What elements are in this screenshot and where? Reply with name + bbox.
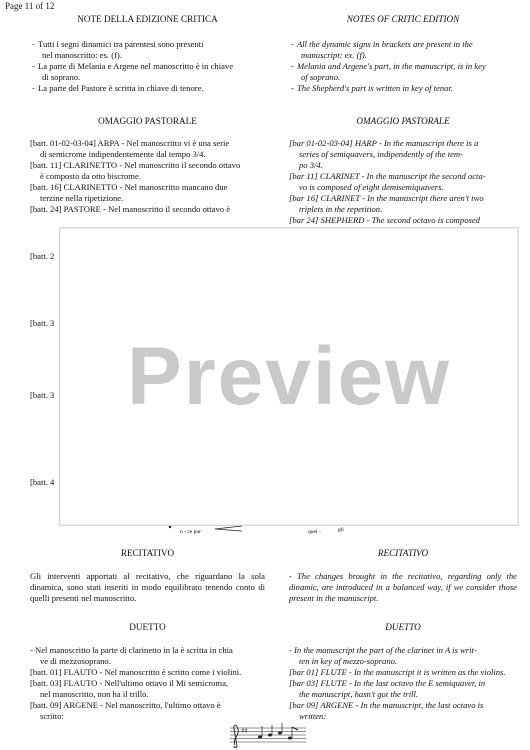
peek-fragment-left: [batt. 3 bbox=[30, 390, 55, 400]
note-item: - Tutti i segni dinamici tra parentesi sono presenti nel manoscritto: es. (f). bbox=[32, 39, 204, 60]
annotation-entry bbox=[289, 193, 517, 215]
note-line: All the dynamic signs in brackets are present in the bbox=[297, 39, 473, 49]
annotation-entry bbox=[30, 204, 265, 215]
duetto-section-it bbox=[30, 622, 265, 722]
entry-continuation: di semicrome indipendentemente dal tempo 3/4. bbox=[40, 149, 206, 159]
section-title: OMAGGIO PASTORALE bbox=[98, 116, 197, 126]
section-title: NOTE DELLA EDIZIONE CRITICA bbox=[77, 14, 218, 24]
note-line: La parte di Melania e Argene nel manoscritto è in chiave bbox=[38, 61, 234, 71]
entry-first-line: - In the manuscript the part of the clarinet in A is writ- bbox=[289, 645, 477, 655]
entry-continuation: po 3/4. bbox=[299, 160, 323, 170]
entry-continuation: ve di mezzosoprano. bbox=[40, 656, 111, 666]
note-line: of soprano. bbox=[301, 72, 341, 82]
note-line: manuscript: ex. (f). bbox=[301, 50, 367, 60]
entry-continuation: è composto da otto biscrome. bbox=[40, 171, 141, 181]
entry-continuation: scritto: bbox=[40, 711, 64, 721]
note-item: - The Shepherd's part is written in key of tenor. bbox=[291, 83, 453, 93]
section-title: RECITATIVO bbox=[377, 548, 429, 558]
entry-first-line: - Nel manoscritto la parte di clarinetto in la è scritta in chia bbox=[30, 645, 233, 655]
entry-first-line: [batt. 24] PASTORE - Nel manoscritto il secondo ottavo è bbox=[30, 204, 231, 214]
preview-watermark: Preview bbox=[127, 330, 451, 422]
annotation-entry bbox=[289, 645, 517, 667]
entry-first-line: [bar 24] SHEPHERD - The second octavo is composed bbox=[289, 215, 480, 225]
annotation-entry bbox=[289, 171, 517, 193]
hairpin-line bbox=[215, 529, 242, 531]
treble-clef-icon bbox=[234, 725, 239, 747]
entry-first-line: [batt. 09] ARGENE - Nel manoscritto, l'ultimo ottavo è bbox=[30, 700, 221, 710]
note-line: The Shepherd's part is written in key of tenor. bbox=[297, 83, 453, 93]
recitativo-text: - The changes brought in the recitativo, regarding only the dinamic, are introduced in a balanced way, if we consider those present in the manuscript. bbox=[289, 571, 517, 603]
entry-continuation: the manuscript, hasn't got the trill. bbox=[299, 689, 419, 699]
peek-fragment-left: [batt. 2 bbox=[30, 251, 55, 261]
annotation-entry bbox=[30, 160, 265, 182]
omaggio-list bbox=[30, 138, 265, 215]
annotation-entry bbox=[30, 667, 265, 678]
peek-fragment-left: [batt. 4 bbox=[30, 477, 55, 487]
lyric-fragment: gli bbox=[338, 527, 344, 533]
recitativo-section-it bbox=[30, 548, 265, 604]
note-item: - La parte di Melania e Argene nel manoscritto è in chiave di soprano. bbox=[32, 61, 234, 82]
note-line: nel manoscritto: es. (f). bbox=[42, 50, 122, 60]
entry-first-line: [bar 01] FLUTE - In the manuscript it is written as the violins. bbox=[289, 667, 506, 677]
hairpin-line bbox=[215, 526, 242, 529]
annotation-entry bbox=[30, 138, 265, 160]
duetto-section-en bbox=[289, 622, 517, 722]
annotation-entry bbox=[289, 700, 517, 722]
music-snippet bbox=[160, 523, 410, 539]
entry-first-line: [bar 03] FLUTE - In the last octavo the E semiquaver, in bbox=[289, 678, 486, 688]
omaggio-section-it bbox=[30, 116, 265, 215]
entry-first-line: [bar 16] CLARINET - In the manuscript there aren't two bbox=[289, 193, 484, 203]
annotation-entry bbox=[30, 645, 265, 667]
omaggio-list bbox=[289, 138, 517, 226]
annotation-entry bbox=[289, 667, 517, 678]
peek-fragment-left: [batt. 3 bbox=[30, 318, 55, 328]
annotation-entry bbox=[289, 215, 517, 226]
entry-continuation: written: bbox=[299, 711, 327, 721]
notes-list bbox=[30, 39, 265, 94]
section-title: DUETTO bbox=[385, 622, 421, 632]
sharp-icon: ♯♯ bbox=[241, 727, 248, 735]
section-title: RECITATIVO bbox=[120, 548, 175, 558]
section-title: OMAGGIO PASTORALE bbox=[356, 116, 450, 126]
lyric-fragment: n - ce pur bbox=[180, 529, 201, 535]
entry-first-line: [bar 11] CLARINET - In the manuscript the second octa- bbox=[289, 171, 486, 181]
entry-first-line: [bar 09] ARGENE - In the manuscript, the last octavo is bbox=[289, 700, 484, 710]
omaggio-section-en bbox=[289, 116, 517, 226]
entry-first-line: [bar 01-02-03-04] HARP - In the manuscript there is a bbox=[289, 138, 479, 148]
annotation-entry bbox=[289, 138, 517, 171]
entry-first-line: [batt. 01-02-03-04] ARPA - Nel manoscritto vi è una serie bbox=[30, 138, 230, 148]
entry-continuation: series of semiquavers, indipendently of the tem- bbox=[299, 149, 463, 159]
annotation-entry bbox=[30, 678, 265, 700]
entry-first-line: [batt. 03] FLAUTO - Nell'ultimo ottavo il Mi semicroma, bbox=[30, 678, 229, 688]
section-title: DUETTO bbox=[129, 622, 166, 632]
note-line: Tutti i segni dinamici tra parentesi sono presenti bbox=[38, 39, 204, 49]
notes-section-it bbox=[30, 14, 265, 94]
duetto-list bbox=[289, 645, 517, 722]
notes-list bbox=[289, 39, 517, 94]
note-item: - La parte del Pastore è scritta in chiave di tenore. bbox=[32, 83, 204, 93]
duetto-list bbox=[30, 645, 265, 722]
entry-first-line: [batt. 11] CLARINETTO - Nel manoscritto il secondo ottavo bbox=[30, 160, 241, 170]
note-line: La parte del Pastore è scritta in chiave di tenore. bbox=[38, 83, 204, 93]
entry-continuation: nel manoscritto, non ha il trillo. bbox=[40, 689, 149, 699]
note-dot bbox=[169, 526, 171, 528]
entry-continuation: ten in key of mezzo-soprano. bbox=[299, 656, 398, 666]
note-item: - Melania and Argene's part, in the manuscript, is in key of soprano. bbox=[291, 61, 486, 82]
section-title: NOTES OF CRITIC EDITION bbox=[346, 14, 460, 24]
preview-watermark-box bbox=[59, 227, 519, 526]
recitativo-section-en bbox=[289, 548, 517, 604]
music-notation-example bbox=[228, 719, 308, 749]
entry-continuation: terzine nella ripetizione. bbox=[40, 193, 124, 203]
note-line: Melania and Argene's part, in the manuscript, is in key bbox=[297, 61, 486, 71]
note-line: di soprano. bbox=[42, 72, 81, 82]
note-item: - All the dynamic signs in brackets are present in the manuscript: ex. (f). bbox=[291, 39, 473, 60]
annotation-entry bbox=[289, 678, 517, 700]
recitativo-text: Gli interventi apportati al recitativo, che riguardano la sola dinamica, sono stati inseriti in modo equilibrato tenendo conto di quelli presenti nel manoscritto. bbox=[30, 571, 265, 603]
entry-first-line: [batt. 16] CLARINETTO - Nel manoscritto mancano due bbox=[30, 182, 228, 192]
notes-section-en bbox=[289, 14, 517, 94]
entry-continuation: triplets in the repetition. bbox=[299, 204, 383, 214]
page-indicator: Page 11 of 12 bbox=[5, 1, 55, 11]
entry-first-line: [batt. 01] FLAUTO - Nel manoscritto è scritto come i violini. bbox=[30, 667, 242, 677]
annotation-entry bbox=[30, 182, 265, 204]
lyric-fragment: quel - bbox=[308, 529, 321, 535]
entry-continuation: vo is composed of eight demisemiquavers. bbox=[299, 182, 444, 192]
